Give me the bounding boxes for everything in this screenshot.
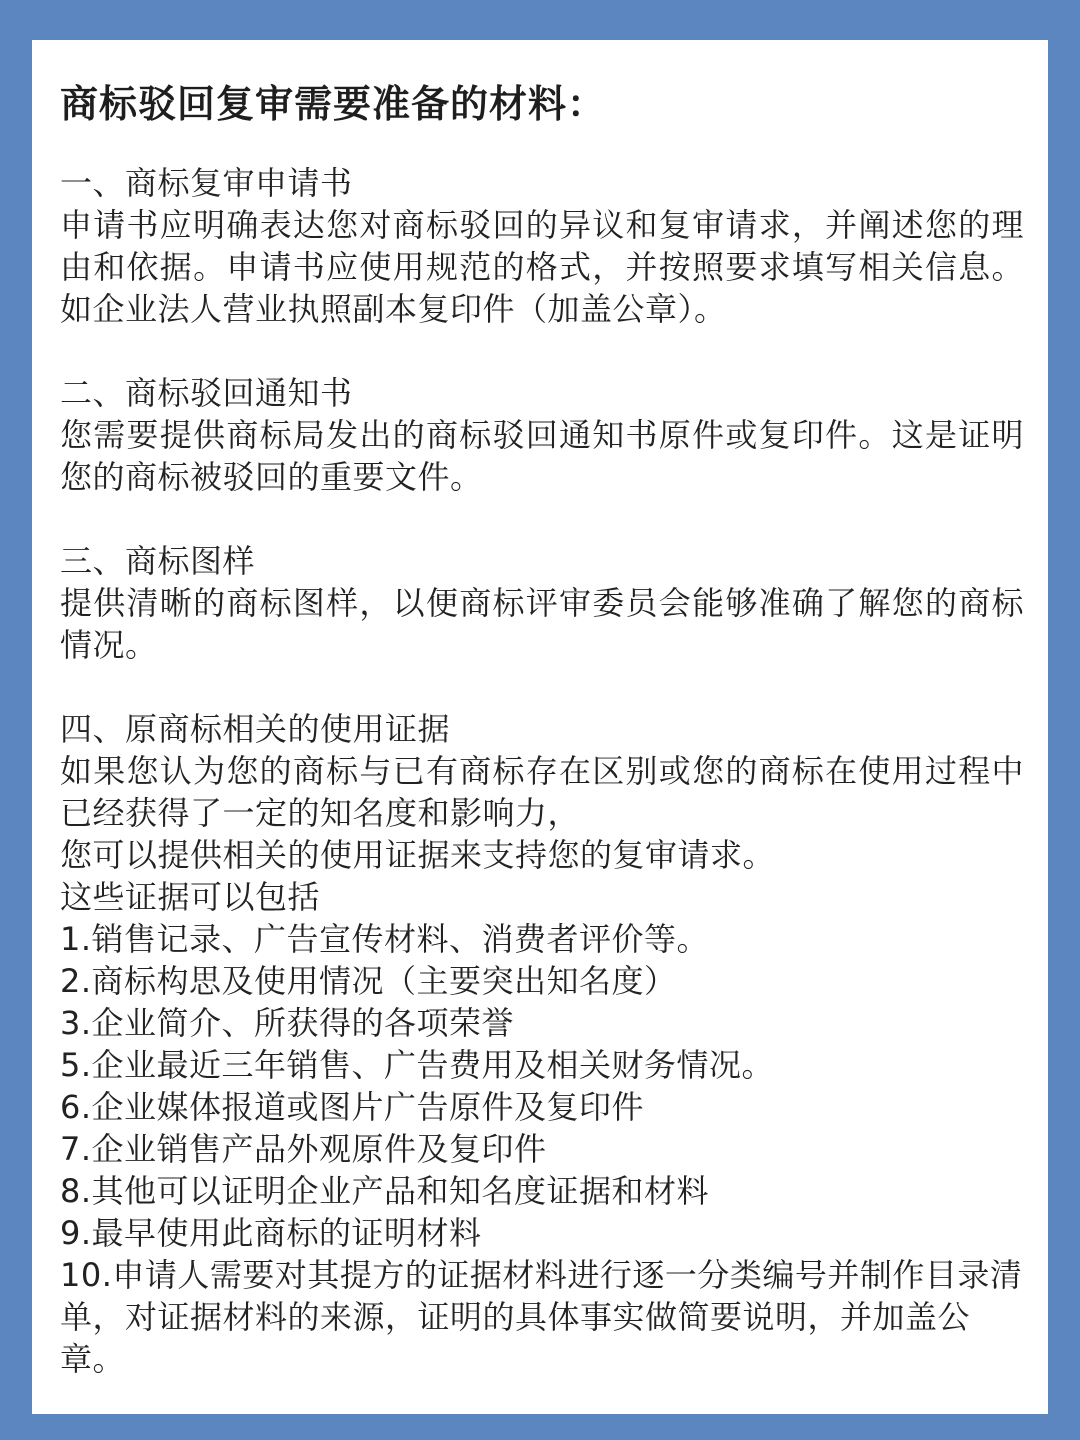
section-heading: 二、商标驳回通知书 <box>60 374 353 412</box>
section-paragraph: 申请书应明确表达您对商标驳回的异议和复审请求，并阐述您的理由和依据。申请书应使用规范的格式，并按照要求填写相关信息。如企业法人营业执照副本复印件（加盖公章）。 <box>60 206 1024 328</box>
evidence-list-item: 6.企业媒体报道或图片广告原件及复印件 <box>60 1088 645 1126</box>
section-paragraph: 提供清晰的商标图样，以便商标评审委员会能够准确了解您的商标情况。 <box>60 584 1024 664</box>
evidence-list-item: 10.申请人需要对其提方的证据材料进行逐一分类编号并制作目录清单，对证据材料的来源，证明的具体事实做简要说明，并加盖公章。 <box>60 1256 1023 1378</box>
section-heading: 四、原商标相关的使用证据 <box>60 710 451 748</box>
section-heading: 三、商标图样 <box>60 542 256 580</box>
evidence-list-item: 7.企业销售产品外观原件及复印件 <box>60 1130 547 1168</box>
section-3 <box>60 540 1024 666</box>
evidence-list-item: 8.其他可以证明企业产品和知名度证据和材料 <box>60 1172 710 1210</box>
evidence-list-item: 3.企业简介、所获得的各项荣誉 <box>60 1004 515 1042</box>
evidence-list-item: 9.最早使用此商标的证明材料 <box>60 1214 482 1252</box>
section-paragraph: 这些证据可以包括 <box>60 878 321 916</box>
document-title: 商标驳回复审需要准备的材料： <box>60 82 607 126</box>
section-4 <box>60 708 1024 1380</box>
evidence-list-item: 5.企业最近三年销售、广告费用及相关财务情况。 <box>60 1046 775 1084</box>
section-1 <box>60 162 1024 330</box>
section-heading: 一、商标复审申请书 <box>60 164 353 202</box>
section-paragraph: 如果您认为您的商标与已有商标存在区别或您的商标在使用过程中已经获得了一定的知名度和影响力， <box>60 752 1024 832</box>
section-paragraph: 您可以提供相关的使用证据来支持您的复审请求。 <box>60 836 776 874</box>
evidence-list-item: 1.销售记录、广告宣传材料、消费者评价等。 <box>60 920 710 958</box>
section-2 <box>60 372 1024 498</box>
evidence-list-item: 2.商标构思及使用情况（主要突出知名度） <box>60 962 677 1000</box>
document-card <box>32 40 1048 1414</box>
section-paragraph: 您需要提供商标局发出的商标驳回通知书原件或复印件。这是证明您的商标被驳回的重要文件。 <box>60 416 1024 496</box>
